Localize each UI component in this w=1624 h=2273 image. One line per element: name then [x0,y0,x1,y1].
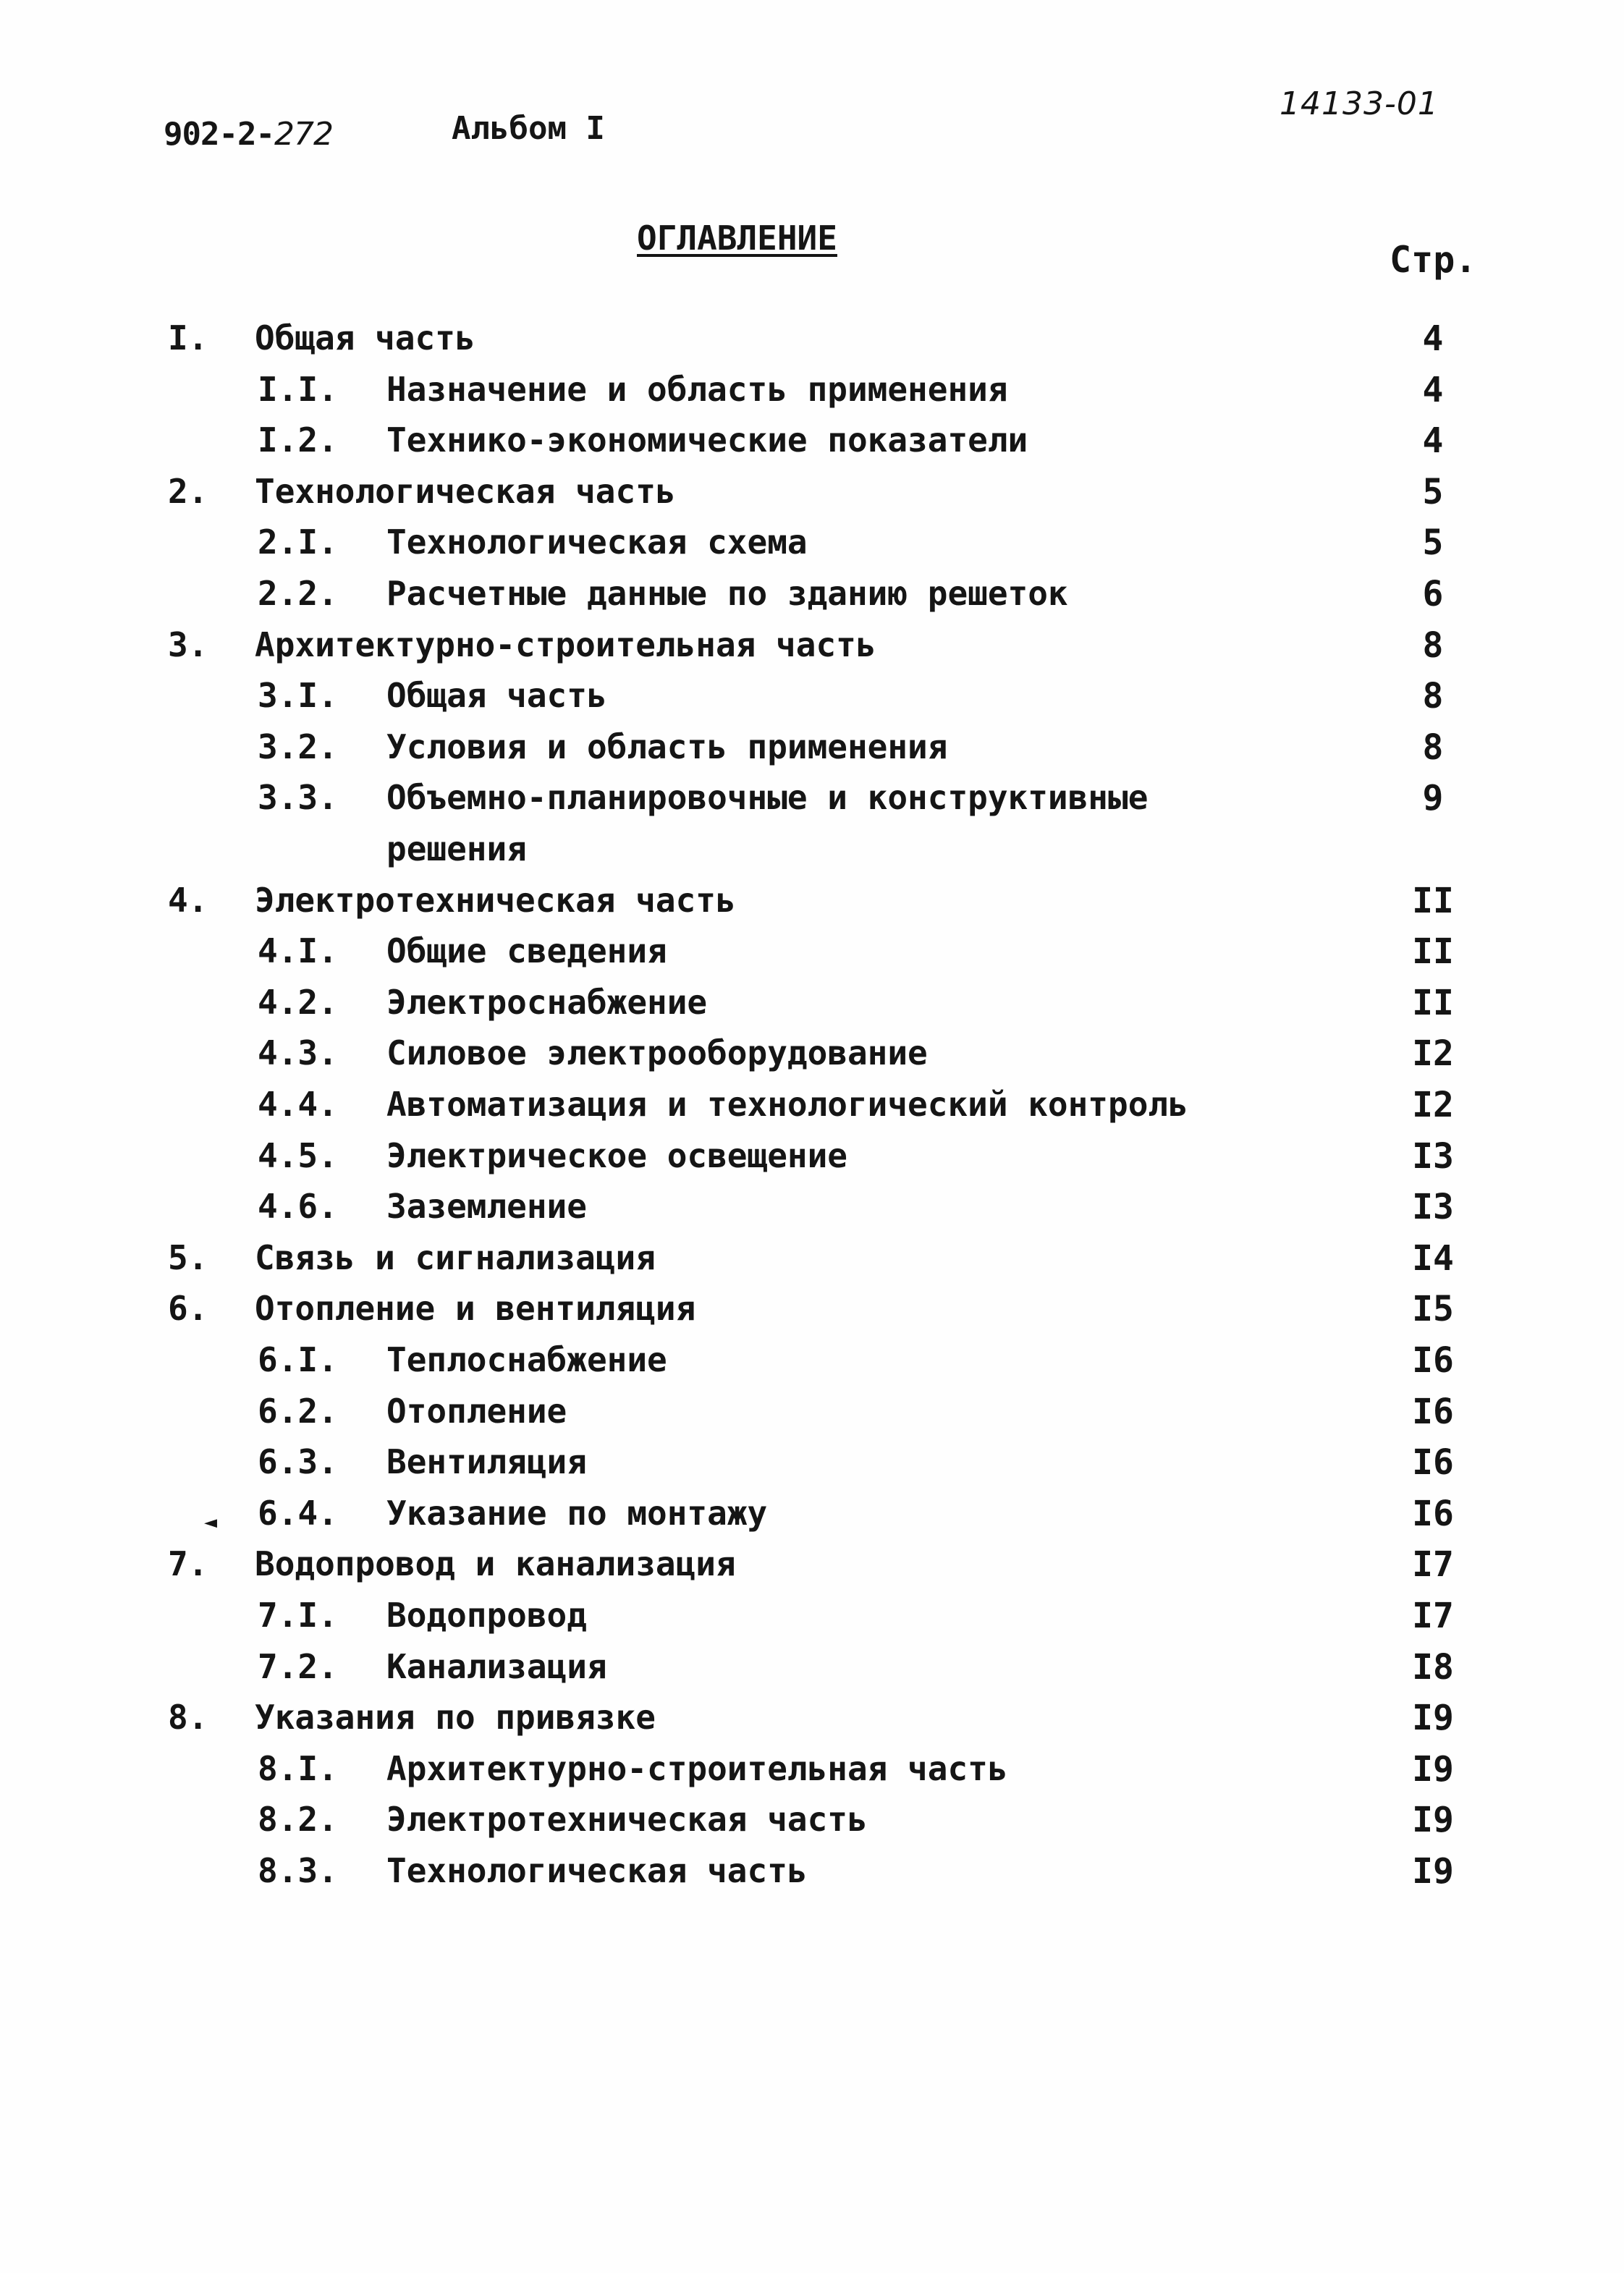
toc-entry-number: 4.5. [258,1136,338,1175]
toc-entry-number: 3.I. [258,676,338,715]
toc-entry-page: II [1412,983,1454,1023]
document-code-handwritten: 272 [274,116,333,153]
toc-entry-page: 4 [1422,370,1444,410]
margin-mark-icon: ◄ [204,1510,218,1535]
toc-entry-page: I5 [1412,1289,1454,1329]
toc-entry-number: 8.3. [258,1851,338,1890]
toc-entry-page: I3 [1412,1187,1454,1227]
toc-entry-number: 5. [168,1238,208,1277]
toc-entry [0,370,1624,413]
toc-entry-page: 5 [1422,472,1444,512]
toc-entry-number: I.2. [258,420,338,460]
toc-entry-page: I4 [1412,1238,1454,1279]
toc-entry-page: I9 [1412,1851,1454,1892]
toc-entry-page: II [1412,931,1454,972]
toc-entry-number: 8.I. [258,1749,338,1788]
toc-entry-number: 6.2. [258,1392,338,1431]
toc-entry-title: Общая часть [255,318,475,357]
toc-entry-page: 5 [1422,522,1444,563]
toc-entry-page: 8 [1422,676,1444,716]
toc-entry [0,1289,1624,1332]
toc-entry-number: 6.I. [258,1340,338,1379]
toc-entry-number: 8.2. [258,1800,338,1839]
toc-entry-number: 3.3. [258,778,338,817]
toc-entry-number: 6.4. [258,1494,338,1533]
toc-entry-page: 4 [1422,318,1444,359]
toc-entry [0,1442,1624,1486]
toc-entry-title: Теплоснабжение [386,1340,667,1379]
toc-entry [0,676,1624,719]
toc-entry [0,931,1624,975]
toc-entry-number: 4.6. [258,1187,338,1226]
toc-entry [0,522,1624,566]
toc-entry-title: Отопление [386,1392,567,1431]
toc-entry-title: Электротехническая часть [386,1800,868,1839]
toc-entry-title: Связь и сигнализация [255,1238,656,1277]
toc-entry-number: 7.2. [258,1647,338,1686]
toc-entry-number: 3. [168,625,208,664]
toc-entry [0,983,1624,1026]
toc-entry-number: 3.2. [258,727,338,766]
toc-entry-title: Водопровод и канализация [255,1544,736,1583]
toc-entry-page: I8 [1412,1647,1454,1688]
toc-entry-page: I6 [1412,1392,1454,1432]
toc-entry-title: Технологическая схема [386,522,808,562]
toc-entry [0,1033,1624,1077]
toc-entry [0,1187,1624,1230]
toc-entry-title: Условия и область применения [386,727,948,766]
toc-entry-title: Технологическая часть [255,472,676,511]
toc-entry-page: I3 [1412,1136,1454,1177]
toc-entry-page: I7 [1412,1596,1454,1636]
toc-entry [0,727,1624,771]
toc-entry-page: I9 [1412,1698,1454,1738]
toc-entry-number: I.I. [258,370,338,409]
toc-entry-number: 2. [168,472,208,511]
toc-entry-number: I. [168,318,208,357]
toc-entry-title: Электротехническая часть [255,881,736,920]
toc-entry [0,1851,1624,1895]
toc-entry-title: Электроснабжение [386,983,708,1022]
toc-entry [0,1238,1624,1282]
toc-entry-page: I2 [1412,1033,1454,1074]
toc-entry-page: I9 [1412,1800,1454,1840]
toc-entry-title: Автоматизация и технологический контроль [386,1085,1188,1124]
toc-entry-number: 4. [168,881,208,920]
toc-entry-number: 6.3. [258,1442,338,1481]
toc-entry-page: 8 [1422,625,1444,666]
toc-entry [0,1596,1624,1639]
toc-entry-number: 4.4. [258,1085,338,1124]
toc-entry-title: Канализация [386,1647,607,1686]
toc-entry-number: 7. [168,1544,208,1583]
toc-entry-page: I6 [1412,1494,1454,1534]
toc-entry-page: I7 [1412,1544,1454,1585]
toc-entry-title: Архитектурно-строительная часть [386,1749,1008,1788]
toc-entry-page: I6 [1412,1340,1454,1381]
toc-entry-number: 2.I. [258,522,338,562]
toc-entry-title: Указание по монтажу [386,1494,768,1533]
toc-entry-title: Общие сведения [386,931,667,970]
toc-entry [0,778,1624,821]
toc-entry-number: 4.2. [258,983,338,1022]
toc-entry [0,574,1624,617]
toc-entry-number: 6. [168,1289,208,1328]
toc-entry-number: 4.3. [258,1033,338,1072]
toc-entry-page: 9 [1422,778,1444,818]
toc-entry [0,1544,1624,1588]
toc-entry [0,1392,1624,1435]
toc-entry [0,420,1624,464]
page-title: ОГЛАВЛЕНИЕ [637,219,837,258]
document-code [164,116,333,153]
toc-entry-title: Силовое электрооборудование [386,1033,928,1072]
toc-entry [0,1647,1624,1690]
toc-entry-page: 4 [1422,420,1444,461]
toc-entry [0,625,1624,669]
toc-entry [0,472,1624,515]
toc-entry-title: Отопление и вентиляция [255,1289,696,1328]
toc-entry-title: Водопровод [386,1596,587,1635]
toc-entry-title: Архитектурно-строительная часть [255,625,876,664]
document-code-printed: 902-2- [164,116,274,153]
toc-entry-number: 8. [168,1698,208,1737]
reference-number: 14133-01 [1280,85,1439,122]
toc-entry-title: Технологическая часть [386,1851,808,1890]
toc-entry [0,1494,1624,1537]
toc-entry-title: Объемно-планировочные и конструктивные [386,778,1149,817]
toc-entry-title: Вентиляция [386,1442,587,1481]
toc-entry [0,1749,1624,1792]
toc-entry-page: I2 [1412,1085,1454,1125]
toc-entry-number: 4.I. [258,931,338,970]
page-column-header: Стр. [1390,239,1477,281]
toc-entry-page: II [1412,881,1454,921]
toc-entry-title: Указания по привязке [255,1698,656,1737]
toc-entry [0,1340,1624,1384]
toc-entry-title: Электрическое освещение [386,1136,847,1175]
toc-entry [0,318,1624,362]
toc-entry-title: Технико-экономические показатели [386,420,1028,460]
toc-entry [0,1085,1624,1128]
toc-entry [0,881,1624,924]
toc-entry-page: 6 [1422,574,1444,614]
toc-entry-page: 8 [1422,727,1444,768]
toc-entry-title: Расчетные данные по зданию решеток [386,574,1068,613]
toc-entry [0,1800,1624,1843]
album-label: Альбом I [452,110,605,147]
toc-entry-title: решения [386,829,527,868]
toc-entry [0,1136,1624,1180]
toc-entry-title: Назначение и область применения [386,370,1008,409]
toc-entry [0,829,1624,873]
toc-entry-page: I6 [1412,1442,1454,1483]
toc-entry-title: Общая часть [386,676,607,715]
toc-entry-title: Заземление [386,1187,587,1226]
toc-entry-page: I9 [1412,1749,1454,1790]
toc-entry-number: 7.I. [258,1596,338,1635]
toc-entry-number: 2.2. [258,574,338,613]
toc-entry [0,1698,1624,1741]
